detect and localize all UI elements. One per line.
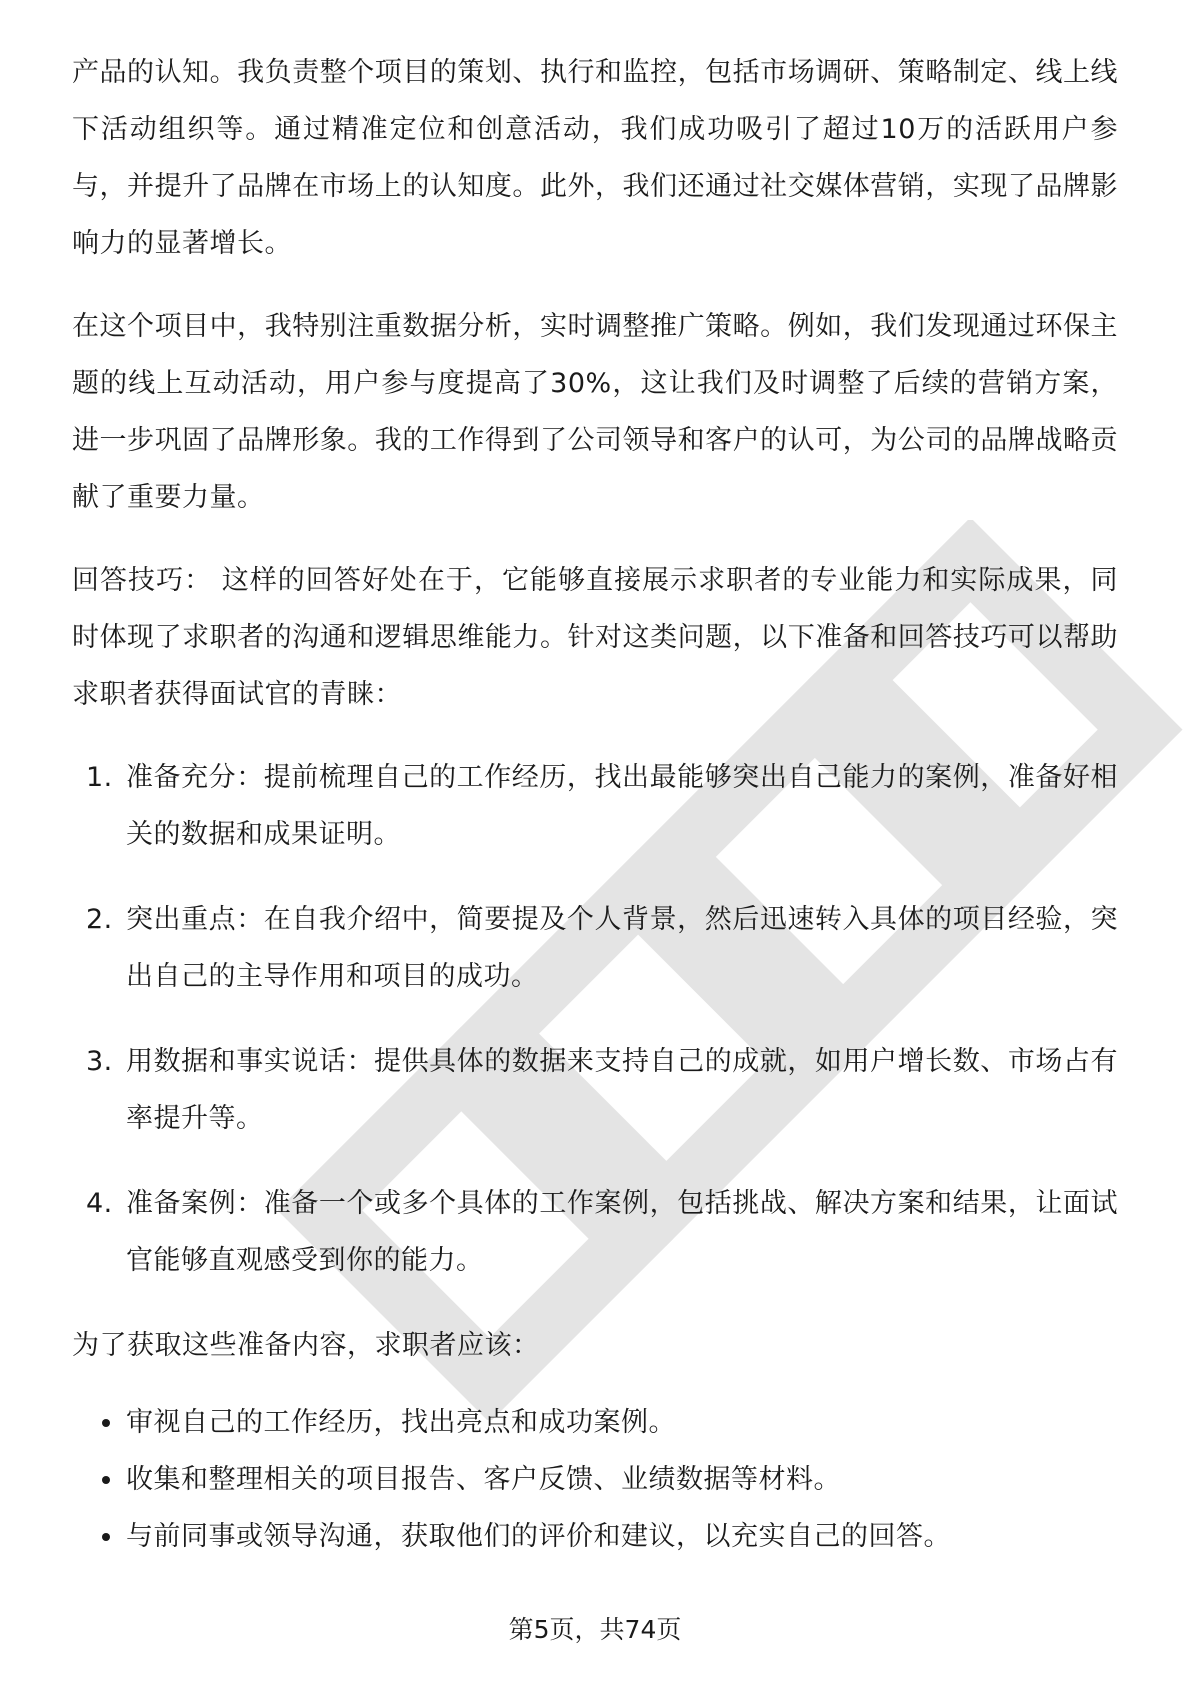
paragraph-project-intro: 产品的认知。我负责整个项目的策划、执行和监控，包括市场调研、策略制定、线上线下活动组织等。通过精准定位和创意活动，我们成功吸引了超过10万的活跃用户参与，并提升了品牌在市场上的认知度。此外，我们还通过社交媒体营销，实现了品牌影响力的显著增长。 — [72, 57, 1118, 259]
list-item — [72, 1175, 1118, 1289]
list-number: 4. — [86, 1188, 113, 1219]
list-item — [72, 1508, 1118, 1565]
bullet-icon — [102, 1419, 110, 1427]
paragraph-preparation-intro: 为了获取这些准备内容，求职者应该： — [72, 1330, 540, 1361]
list-item — [72, 891, 1118, 1005]
page-number-footer: 第5页，共74页 — [508, 1615, 682, 1644]
list-item-text: 与前同事或领导沟通，获取他们的评价和建议，以充实自己的回答。 — [126, 1521, 951, 1552]
list-number: 2. — [86, 904, 113, 935]
list-number: 1. — [86, 762, 113, 793]
list-item — [72, 1451, 1118, 1508]
paragraph-data-analysis: 在这个项目中，我特别注重数据分析，实时调整推广策略。例如，我们发现通过环保主题的线上互动活动，用户参与度提高了30%，这让我们及时调整了后续的营销方案，进一步巩固了品牌形象。我的工作得到了公司领导和客户的认可，为公司的品牌战略贡献了重要力量。 — [72, 311, 1118, 513]
list-item-text: 准备案例：准备一个或多个具体的工作案例，包括挑战、解决方案和结果，让面试官能够直观感受到你的能力。 — [126, 1188, 1118, 1276]
list-item-text: 审视自己的工作经历，找出亮点和成功案例。 — [126, 1407, 676, 1438]
preparation-bullet-list — [72, 1394, 1118, 1565]
list-item — [72, 1033, 1118, 1147]
list-number: 3. — [86, 1046, 113, 1077]
list-item-text: 用数据和事实说话：提供具体的数据来支持自己的成就，如用户增长数、市场占有率提升等。 — [126, 1046, 1118, 1134]
document-body — [72, 44, 1118, 1565]
list-item-text: 准备充分：提前梳理自己的工作经历，找出最能够突出自己能力的案例，准备好相关的数据和成果证明。 — [126, 762, 1118, 850]
tips-numbered-list — [72, 749, 1118, 1289]
list-item — [72, 1394, 1118, 1451]
list-item — [72, 749, 1118, 863]
list-item-text: 收集和整理相关的项目报告、客户反馈、业绩数据等材料。 — [126, 1464, 841, 1495]
paragraph-answer-tips: 回答技巧： 这样的回答好处在于，它能够直接展示求职者的专业能力和实际成果，同时体现了求职者的沟通和逻辑思维能力。针对这类问题，以下准备和回答技巧可以帮助求职者获得面试官的青睐： — [72, 565, 1118, 710]
bullet-icon — [102, 1533, 110, 1541]
list-item-text: 突出重点：在自我介绍中，简要提及个人背景，然后迅速转入具体的项目经验，突出自己的主导作用和项目的成功。 — [126, 904, 1118, 992]
bullet-icon — [102, 1476, 110, 1484]
